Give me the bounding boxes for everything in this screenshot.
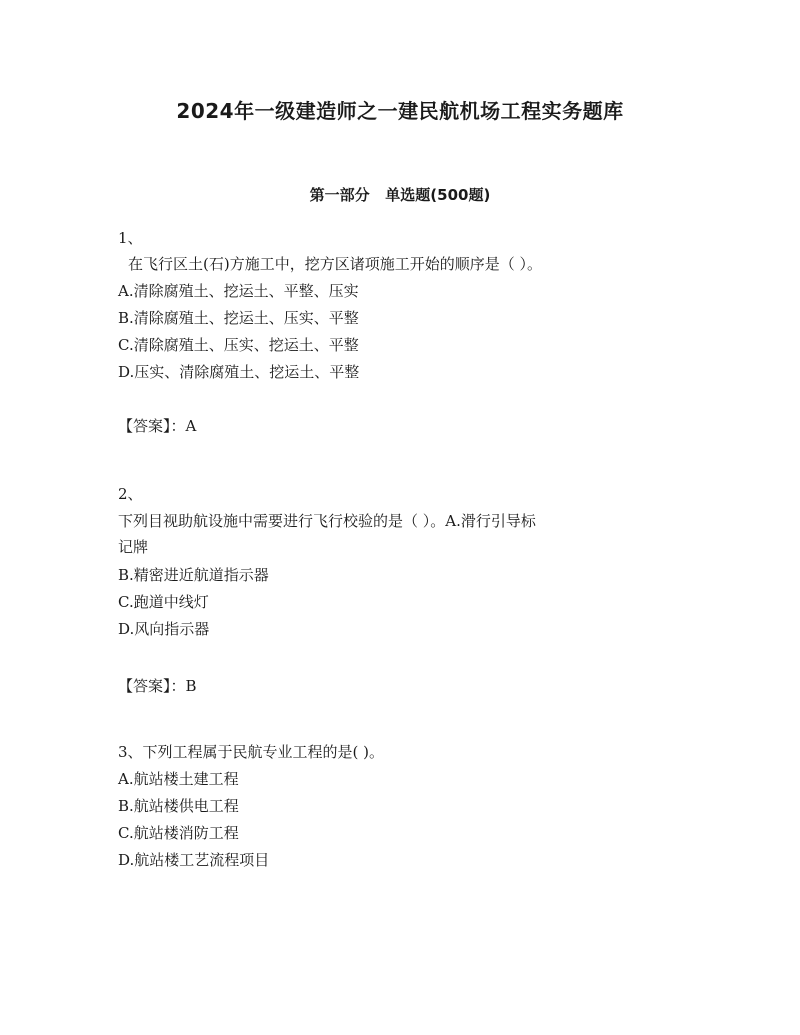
- answer-line: 【答案】：A: [118, 417, 197, 435]
- option-d: D.航站楼工艺流程项目: [118, 851, 270, 869]
- answer-line: 【答案】：B: [118, 677, 197, 695]
- question-number: 1、: [118, 229, 143, 247]
- option-a: A.航站楼土建工程: [118, 770, 239, 788]
- option-b: B.精密进近航道指示器: [118, 566, 269, 584]
- question-stem: 3、下列工程属于民航专业工程的是( )。: [118, 743, 385, 761]
- option-b: B.航站楼供电工程: [118, 797, 239, 815]
- question-stem: 在飞行区土(石)方施工中，挖方区诸项施工开始的顺序是（ ）。: [128, 255, 542, 273]
- option-d: D.压实、清除腐殖土、挖运土、平整: [118, 363, 360, 381]
- section-heading: 第一部分 单选题(500题): [309, 186, 491, 204]
- question-stem-continued: 记牌: [118, 538, 149, 556]
- option-b: B.清除腐殖土、挖运土、压实、平整: [118, 309, 359, 327]
- option-c: C.清除腐殖土、压实、挖运土、平整: [118, 336, 359, 354]
- question-stem: 下列目视助航设施中需要进行飞行校验的是（ ）。A.滑行引导标: [118, 512, 536, 530]
- option-c: C.航站楼消防工程: [118, 824, 239, 842]
- document-title: 2024年一级建造师之一建民航机场工程实务题库: [176, 99, 624, 123]
- option-a: A.清除腐殖土、挖运土、平整、压实: [118, 282, 359, 300]
- question-number: 2、: [118, 485, 143, 503]
- option-d: D.风向指示器: [118, 620, 210, 638]
- option-c: C.跑道中线灯: [118, 593, 209, 611]
